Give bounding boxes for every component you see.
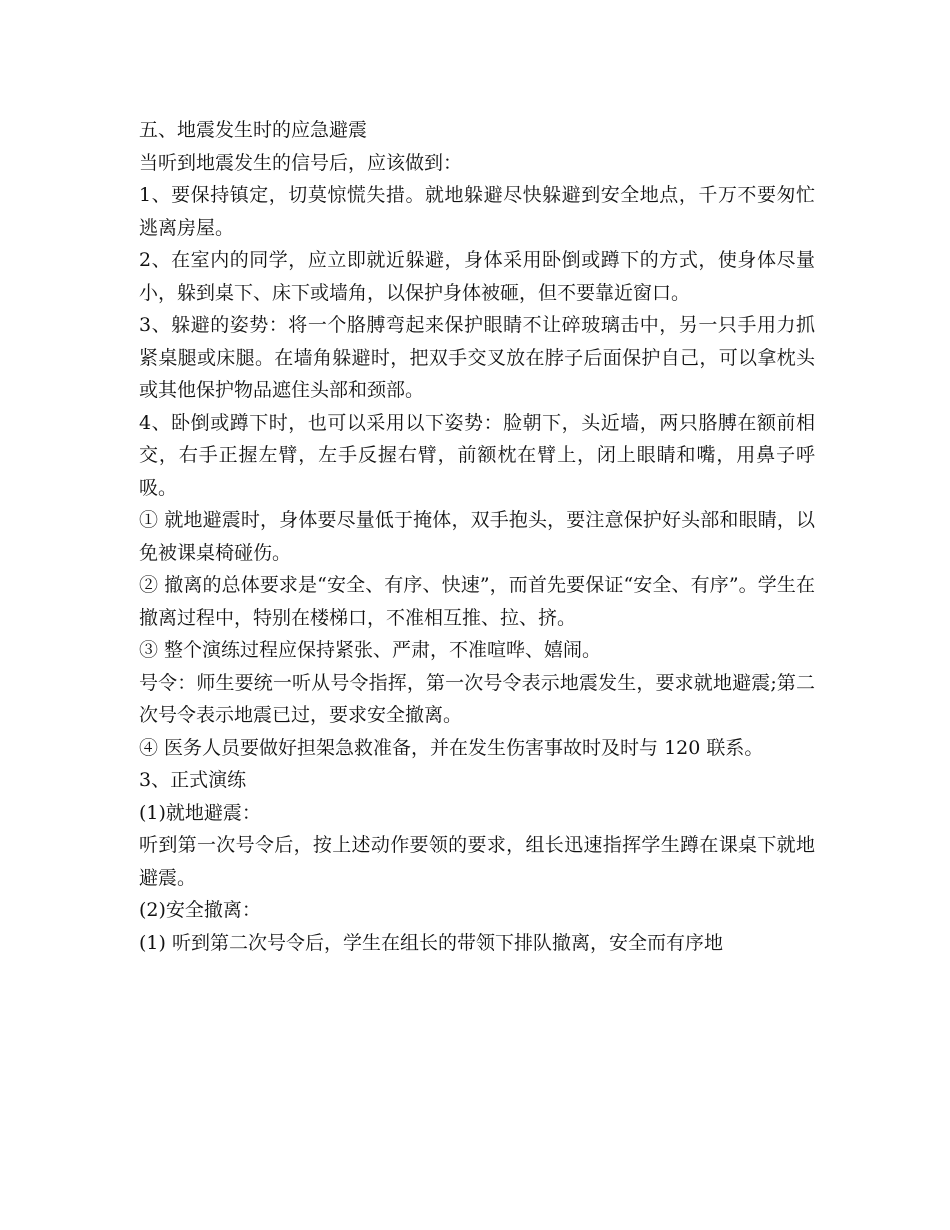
paragraph-item-1: 1、要保持镇定，切莫惊慌失措。就地躲避尽快躲避到安全地点，千万不要匆忙逃离房屋。 bbox=[139, 184, 815, 239]
shelter-paragraph: 听到第一次号令后，按上述动作要领的要求，组长迅速指挥学生蹲在课桌下就地避震。 bbox=[139, 834, 815, 889]
document-body bbox=[139, 114, 815, 959]
note-circled-1: ① 就地避震时，身体要尽量低于掩体，双手抱头，要注意保护好头部和眼睛，以免被课桌椅碰伤。 bbox=[139, 509, 815, 564]
evacuation-paragraph: (1) 听到第二次号令后，学生在组长的带领下排队撤离，安全而有序地 bbox=[139, 931, 723, 954]
note-circled-3: ③ 整个演练过程应保持紧张、严肃，不准喧哗、嬉闹。 bbox=[139, 639, 602, 661]
intro-paragraph: 当听到地震发生的信号后，应该做到： bbox=[139, 151, 463, 174]
section-heading: 五、地震发生时的应急避震 bbox=[139, 119, 368, 141]
paragraph-item-2: 2、在室内的同学，应立即就近躲避，身体采用卧倒或蹲下的方式，使身体尽量小，躲到桌下、床下或墙角，以保护身体被砸，但不要靠近窗口。 bbox=[139, 249, 815, 304]
note-circled-4: ④ 医务人员要做好担架急救准备，并在发生伤害事故时及时与 120 联系。 bbox=[139, 736, 764, 759]
subsection-heading-shelter: (1)就地避震： bbox=[139, 801, 261, 824]
command-paragraph: 号令：师生要统一听从号令指挥，第一次号令表示地震发生，要求就地避震;第二次号令表示地震已过，要求安全撤离。 bbox=[139, 671, 815, 726]
note-circled-2: ② 撤离的总体要求是“安全、有序、快速”，而首先要保证“安全、有序”。学生在撤离过程中，特别在楼梯口，不准相互推、拉、挤。 bbox=[139, 574, 815, 629]
paragraph-item-3: 3、躲避的姿势：将一个胳膊弯起来保护眼睛不让碎玻璃击中，另一只手用力抓紧桌腿或床腿。在墙角躲避时，把双手交叉放在脖子后面保护自己，可以拿枕头或其他保护物品遮住头部和颈部。 bbox=[139, 314, 815, 401]
subsection-heading-evacuation: (2)安全撤离： bbox=[139, 899, 261, 921]
paragraph-item-4: 4、卧倒或蹲下时，也可以采用以下姿势：脸朝下，头近墙，两只胳膊在额前相交，右手正握左臂，左手反握右臂，前额枕在臂上，闭上眼睛和嘴，用鼻子呼吸。 bbox=[139, 411, 815, 499]
subsection-heading-drill: 3、正式演练 bbox=[139, 769, 247, 791]
